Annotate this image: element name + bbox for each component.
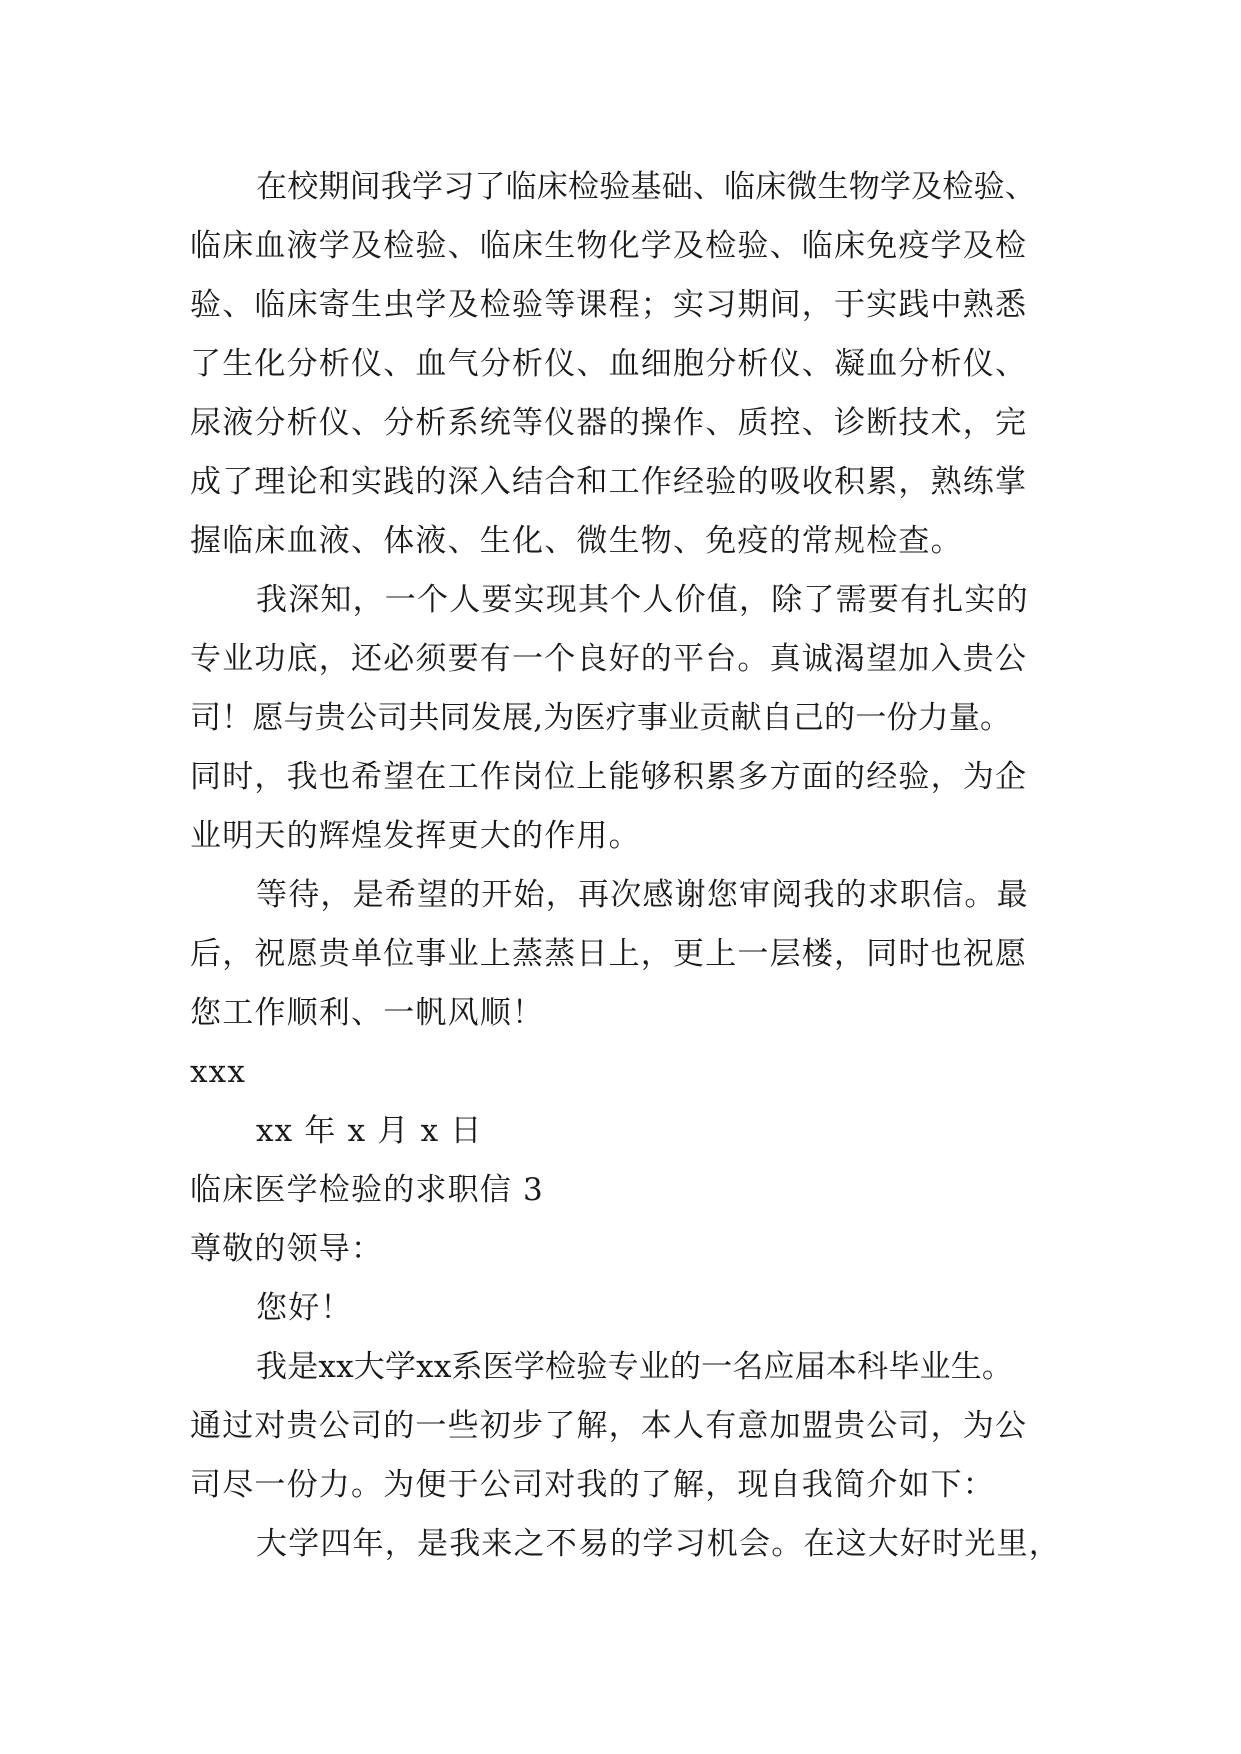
text-line: 司！愿与贵公司共同发展,为医疗事业贡献自己的一份力量。 [190, 700, 1012, 736]
document-body [190, 158, 1070, 1574]
paragraph-university [190, 1515, 1070, 1574]
text-line: 司尽一份力。为便于公司对我的了解，现自我简介如下： [190, 1467, 995, 1503]
paragraph-closing [190, 866, 1070, 1043]
text-line: 尿液分析仪、分析系统等仪器的操作、质控、诊断技术，完 [190, 405, 1028, 441]
paragraph-coursework [190, 158, 1070, 571]
signature: xxx [190, 1054, 247, 1090]
text-line: 我深知，一个人要实现其个人价值，除了需要有扎实的 [256, 582, 1029, 618]
paragraph-introduction [190, 1338, 1070, 1515]
text-line: 同时，我也希望在工作岗位上能够积累多方面的经验，为企 [190, 759, 1028, 795]
paragraph-motivation [190, 571, 1070, 866]
text-line: 在校期间我学习了临床检验基础、临床微生物学及检验、 [256, 169, 1036, 205]
text-line: 了生化分析仪、血气分析仪、血细胞分析仪、凝血分析仪、 [190, 346, 1028, 382]
text-line: 业明天的辉煌发挥更大的作用。 [190, 818, 641, 854]
greeting: 您好！ [256, 1290, 353, 1326]
text-line: 我是xx大学xx系医学检验专业的一名应届本科毕业生。 [256, 1349, 1014, 1385]
letter-date: xx 年 x 月 x 日 [256, 1113, 483, 1149]
text-line: 专业功底，还必须要有一个良好的平台。真诚渴望加入贵公 [190, 641, 1028, 677]
text-line: 大学四年，是我来之不易的学习机会。在这大好时光里， [256, 1526, 1061, 1562]
section-heading: 临床医学检验的求职信 3 [190, 1172, 544, 1208]
salutation: 尊敬的领导： [190, 1231, 384, 1267]
text-line: 您工作顺利、一帆风顺！ [190, 995, 545, 1031]
text-line: 握临床血液、体液、生化、微生物、免疫的常规检查。 [190, 523, 963, 559]
text-line: 临床血液学及检验、临床生物化学及检验、临床免疫学及检 [190, 228, 1028, 264]
text-line: 验、临床寄生虫学及检验等课程；实习期间，于实践中熟悉 [190, 287, 1028, 323]
text-line: 通过对贵公司的一些初步了解，本人有意加盟贵公司，为公 [190, 1408, 1028, 1444]
text-line: 等待，是希望的开始，再次感谢您审阅我的求职信。最 [256, 877, 1029, 913]
text-line: 成了理论和实践的深入结合和工作经验的吸收积累，熟练掌 [190, 464, 1028, 500]
text-line: 后，祝愿贵单位事业上蒸蒸日上，更上一层楼，同时也祝愿 [190, 936, 1028, 972]
